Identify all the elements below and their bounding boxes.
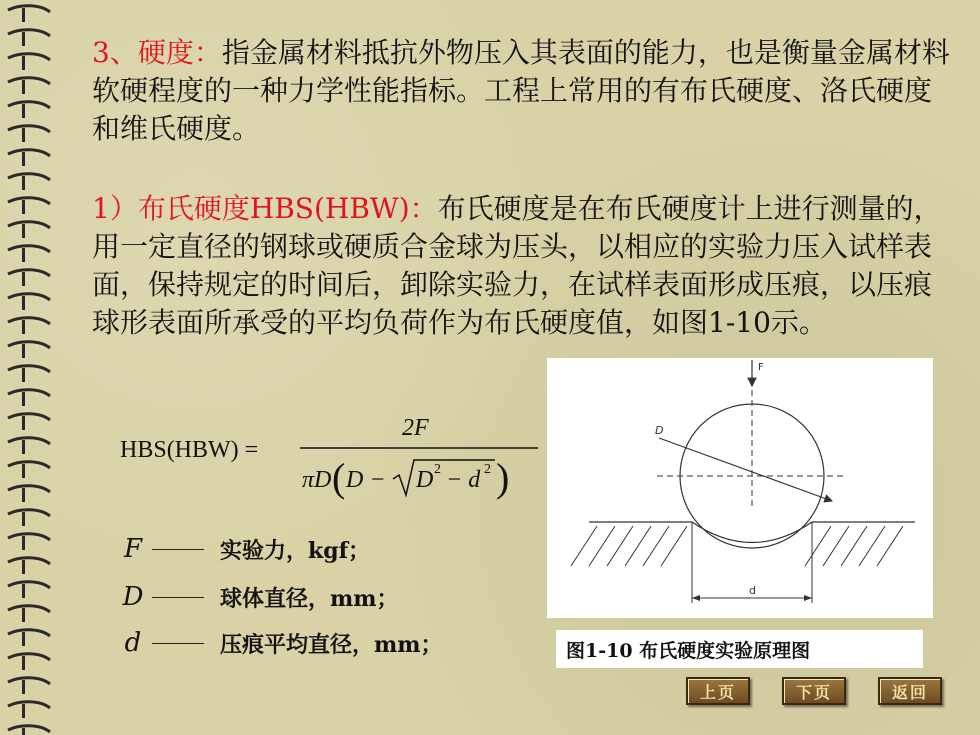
binding-ring xyxy=(8,78,50,84)
hardness-heading: 3、硬度： xyxy=(92,36,222,69)
brinell-diagram xyxy=(547,358,933,618)
legend-dash xyxy=(152,597,204,598)
binding-post xyxy=(22,464,25,478)
legend-symbol: D xyxy=(122,582,144,612)
binding-post xyxy=(22,344,25,358)
binding-ring xyxy=(8,678,50,684)
indent-profile xyxy=(692,522,812,543)
binding-post xyxy=(22,728,25,735)
next-page-button[interactable]: 下页 xyxy=(782,677,846,705)
formula-d: D − xyxy=(346,467,386,493)
binding-ring xyxy=(8,486,50,492)
binding-ring xyxy=(8,438,50,444)
binding-ring xyxy=(8,126,50,132)
formula-lhs: HBS(HBW) = xyxy=(120,437,259,463)
formula-root-d: D xyxy=(416,467,434,493)
binding-ring xyxy=(8,510,50,516)
binding-post xyxy=(22,8,25,22)
binding-ring xyxy=(8,174,50,180)
binding-post xyxy=(22,152,25,166)
formula-minus-d: − d xyxy=(446,467,481,493)
binding-post xyxy=(22,488,25,502)
legend-dash xyxy=(152,549,204,550)
binding-ring xyxy=(8,558,50,564)
binding-post xyxy=(22,248,25,262)
right-paren: ) xyxy=(496,455,510,500)
binding-post xyxy=(22,176,25,190)
binding-ring xyxy=(8,630,50,636)
prev-page-button[interactable]: 上页 xyxy=(686,677,750,705)
formula-pi-d: πD xyxy=(302,467,332,493)
binding-ring xyxy=(8,462,50,468)
binding-ring xyxy=(8,222,50,228)
binding-post xyxy=(22,80,25,94)
formula-exp2: 2 xyxy=(484,462,491,477)
binding-ring xyxy=(8,654,50,660)
legend-desc: 实验力，kgf； xyxy=(220,537,371,564)
binding-post xyxy=(22,512,25,526)
legend-row-d xyxy=(120,628,443,658)
binding-post xyxy=(22,656,25,670)
brinell-description xyxy=(92,190,952,342)
hardness-definition xyxy=(92,34,952,148)
binding-post xyxy=(22,32,25,46)
brinell-formula xyxy=(110,405,540,515)
binding-ring xyxy=(8,582,50,588)
legend-row-D xyxy=(120,582,399,612)
binding-ring xyxy=(8,534,50,540)
binding-ring xyxy=(8,702,50,708)
binding-ring xyxy=(8,726,50,732)
binding-ring xyxy=(8,606,50,612)
binding-post xyxy=(22,320,25,334)
brinell-heading: 1）布氏硬度HBS(HBW)： xyxy=(92,192,438,225)
binding-ring xyxy=(8,414,50,420)
binding-post xyxy=(22,680,25,694)
binding-ring xyxy=(8,150,50,156)
diameter-line xyxy=(659,438,832,501)
binding-post xyxy=(22,224,25,238)
binding-ring xyxy=(8,6,50,12)
legend-symbol: F xyxy=(123,534,143,564)
formula-exp1: 2 xyxy=(434,462,441,477)
binding-post xyxy=(22,200,25,214)
formula-numerator: 2F xyxy=(402,415,429,441)
legend-row-F xyxy=(120,534,370,564)
label-d: d xyxy=(749,584,756,597)
binding-post xyxy=(22,440,25,454)
binding-post xyxy=(22,392,25,406)
legend-dash xyxy=(152,643,204,644)
binding-ring xyxy=(8,294,50,300)
binding-post xyxy=(22,56,25,70)
binding-post xyxy=(22,704,25,718)
binding-ring xyxy=(8,246,50,252)
binding-ring xyxy=(8,270,50,276)
binding-post xyxy=(22,104,25,118)
binding-post xyxy=(22,560,25,574)
legend-desc: 压痕平均直径，mm； xyxy=(220,631,443,658)
binding-ring xyxy=(8,54,50,60)
binding-post xyxy=(22,368,25,382)
binding-ring xyxy=(8,198,50,204)
hardness-body: 指金属材料抵抗外物压入其表面的能力，也是衡量金属材料软硬程度的一种力学性能指标。工程上常用的有布氏硬度、洛氏硬度和维氏硬度。 xyxy=(92,36,950,145)
binding-post xyxy=(22,632,25,646)
binding-post xyxy=(22,584,25,598)
figure-caption: 图1-10 布氏硬度实验原理图 xyxy=(556,630,923,668)
binding-post xyxy=(22,416,25,430)
label-D: D xyxy=(655,424,664,437)
binding-ring xyxy=(8,390,50,396)
binding-post xyxy=(22,128,25,142)
binding-post xyxy=(22,272,25,286)
binding-post xyxy=(22,296,25,310)
binding-ring xyxy=(8,366,50,372)
binding-ring xyxy=(8,30,50,36)
binding-ring xyxy=(8,318,50,324)
spiral-binding xyxy=(0,0,60,735)
back-button[interactable]: 返回 xyxy=(878,677,942,705)
left-paren: ( xyxy=(332,455,346,500)
label-F: F xyxy=(758,362,764,373)
binding-ring xyxy=(8,342,50,348)
binding-post xyxy=(22,608,25,622)
brinell-body: 布氏硬度是在布氏硬度计上进行测量的，用一定直径的钢球或硬质合金球为压头，以相应的实验力压入试样表面，保持规定的时间后，卸除实验力，在试样表面形成压痕，以压痕球形表面所承受的平均负荷作为布氏硬度值，如图1-10示。 xyxy=(92,192,942,339)
legend-symbol: d xyxy=(124,628,142,658)
binding-ring xyxy=(8,102,50,108)
legend-desc: 球体直径，mm； xyxy=(220,585,399,612)
binding-post xyxy=(22,536,25,550)
